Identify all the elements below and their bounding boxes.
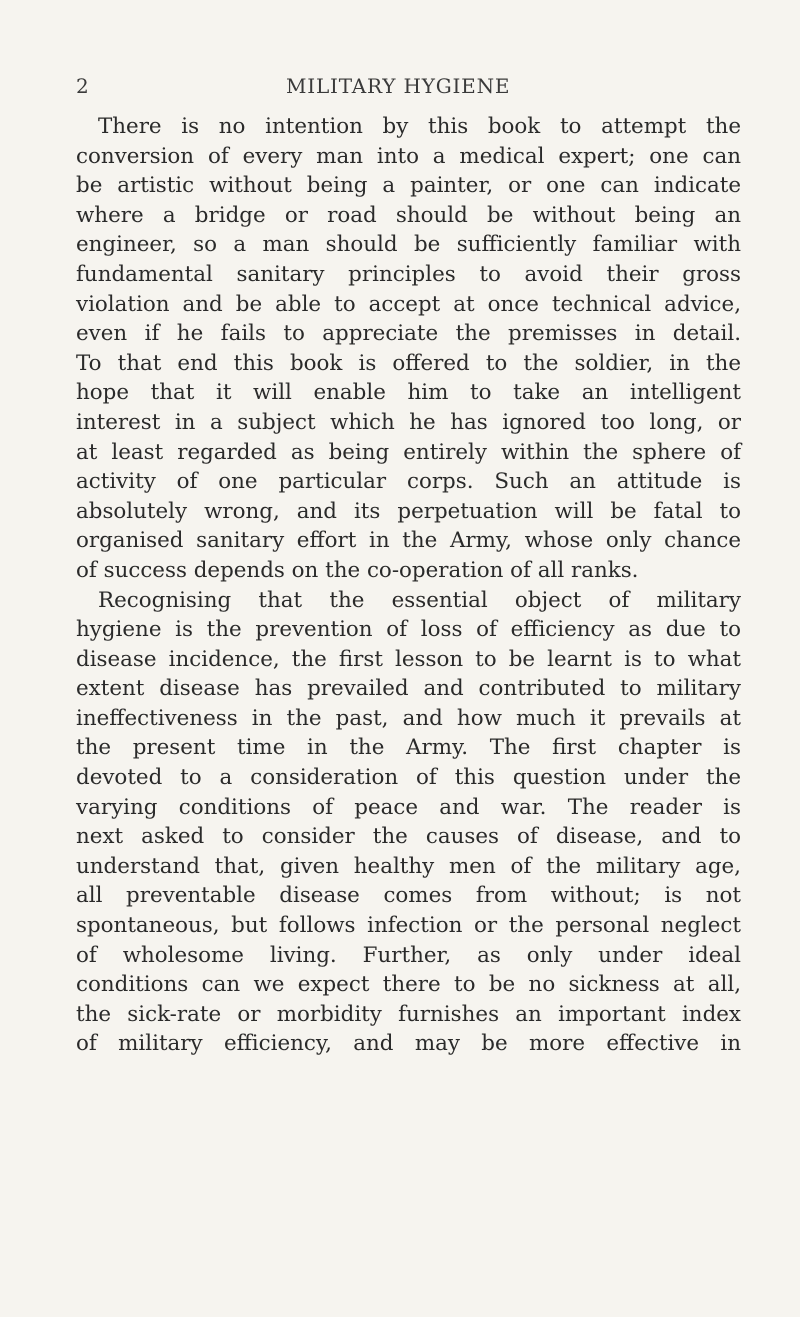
text-line: conversion of every man into a medical expert; one can <box>76 143 741 169</box>
body-text <box>76 112 741 1059</box>
text-line: extent disease has prevailed and contributed to military <box>76 676 741 702</box>
text-line: of success depends on the co-operation of all ranks. <box>76 557 639 583</box>
text-line: fundamental sanitary principles to avoid their gross <box>76 261 741 287</box>
page-header <box>76 74 550 104</box>
text-line: all preventable disease comes from without; is not <box>76 883 741 909</box>
text-line: There is no intention by this book to attempt the <box>98 114 741 139</box>
text-line: ineffectiveness in the past, and how much it prevails at <box>76 705 741 731</box>
text-line: devoted to a consideration of this question under the <box>76 765 741 791</box>
text-line: varying conditions of peace and war. The reader is <box>76 794 741 820</box>
text-line: even if he fails to appreciate the premisses in detail. <box>76 321 741 347</box>
text-line: the present time in the Army. The first chapter is <box>76 735 741 761</box>
text-line: hygiene is the prevention of loss of efficiency as due to <box>76 617 741 643</box>
text-line: interest in a subject which he has ignored too long, or <box>76 409 741 435</box>
text-line: Recognising that the essential object of military <box>98 587 741 613</box>
text-line: be artistic without being a painter, or one can indicate <box>76 173 741 199</box>
text-line: activity of one particular corps. Such an attitude is <box>76 469 741 495</box>
text-line: organised sanitary effort in the Army, whose only chance <box>76 528 741 554</box>
running-title: MILITARY HYGIENE <box>286 74 511 98</box>
text-line: spontaneous, but follows infection or the personal neglect <box>76 913 741 939</box>
text-line: next asked to consider the causes of disease, and to <box>76 824 741 850</box>
text-line: absolutely wrong, and its perpetuation will be fatal to <box>76 498 741 524</box>
text-line: engineer, so a man should be sufficiently familiar with <box>76 232 741 258</box>
text-line: at least regarded as being entirely within the sphere of <box>76 439 741 465</box>
text-line: of military efficiency, and may be more effective in <box>76 1031 741 1057</box>
text-line: hope that it will enable him to take an intelligent <box>76 380 741 406</box>
text-line: of wholesome living. Further, as only under ideal <box>76 942 741 968</box>
text-line: To that end this book is offered to the soldier, in the <box>76 350 741 376</box>
text-line: the sick-rate or morbidity furnishes an important index <box>76 1001 741 1027</box>
text-line: disease incidence, the first lesson to be learnt is to what <box>76 646 741 672</box>
text-line: understand that, given healthy men of the military age, <box>76 853 741 879</box>
text-line: conditions can we expect there to be no sickness at all, <box>76 972 741 998</box>
page-number: 2 <box>76 74 89 98</box>
text-line: where a bridge or road should be without being an <box>76 202 741 228</box>
text-line: violation and be able to accept at once technical advice, <box>76 291 741 317</box>
